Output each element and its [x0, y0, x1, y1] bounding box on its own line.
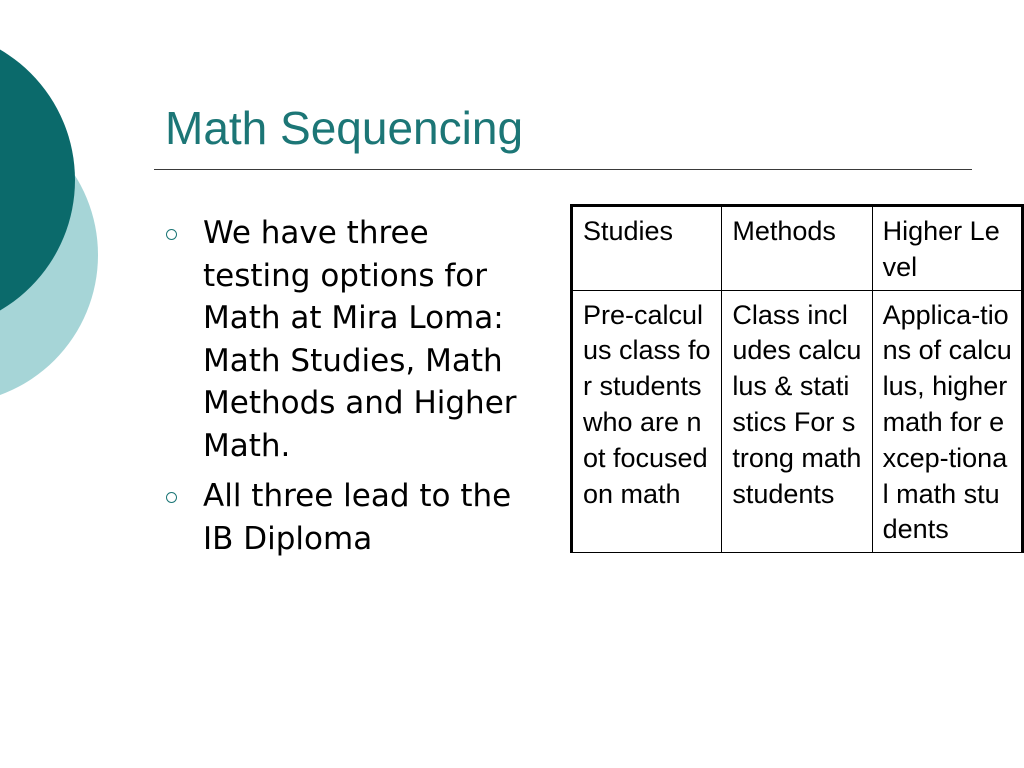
table-row: [572, 290, 1023, 553]
bullet-item: [164, 212, 536, 467]
table-header-cell: Studies: [572, 206, 722, 291]
table-header-row: [572, 206, 1023, 291]
bullet-text: We have three testing options for Math at Mira Loma: Math Studies, Math Methods and Higher Math.: [203, 215, 517, 464]
bullet-list: [164, 212, 536, 568]
circle-bullet-icon: [166, 492, 177, 503]
table-header-cell: Methods: [722, 206, 872, 291]
table-cell: Class includes calculus & statistics For strong math students: [722, 290, 872, 553]
bullet-text: All three lead to the IB Diploma: [203, 478, 512, 557]
circle-bullet-icon: [166, 229, 177, 240]
bullet-item: [164, 475, 536, 560]
table-cell: Applica-tions of calculus, higher math for excep-tional math students: [872, 290, 1022, 553]
math-options-table: [570, 204, 1024, 553]
title-divider: [154, 169, 972, 170]
table-cell: Pre-calculus class for students who are not focused on math: [572, 290, 722, 553]
slide-title: Math Sequencing: [165, 102, 524, 154]
table-header-cell: Higher Level: [872, 206, 1022, 291]
